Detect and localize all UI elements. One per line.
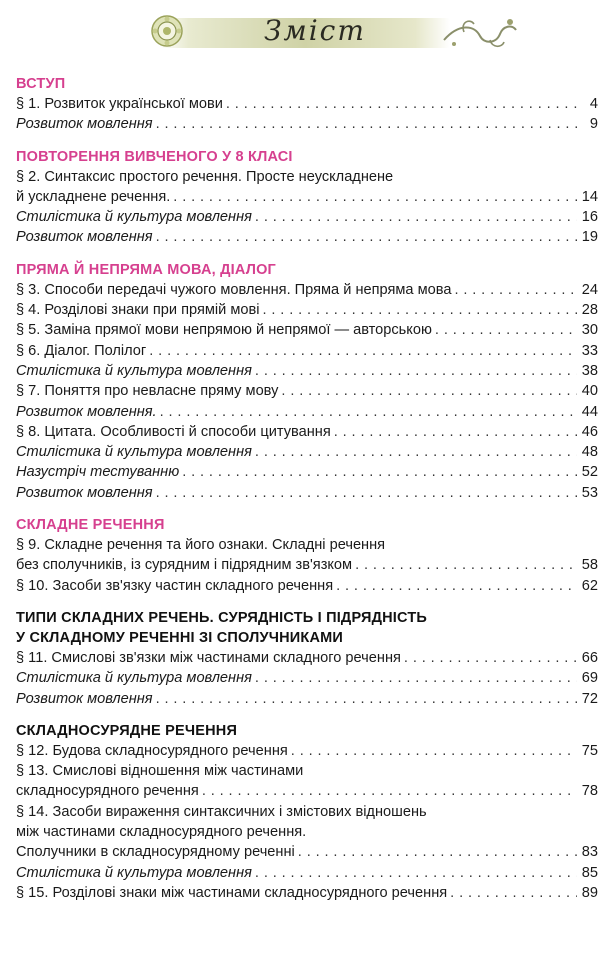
toc-section-intro xyxy=(16,74,598,135)
entry-label-line[interactable]: § 13. Смислові відношення між частинами xyxy=(16,763,304,780)
page-number: 40 xyxy=(581,383,598,400)
entry-label: складносурядного речення xyxy=(16,783,199,800)
toc-entry[interactable] xyxy=(16,280,598,300)
toc-section-review xyxy=(16,147,598,248)
toc-entry[interactable] xyxy=(16,863,598,883)
toc-entry[interactable] xyxy=(16,300,598,320)
toc-entry[interactable] xyxy=(16,842,598,862)
leader-dots xyxy=(202,781,577,801)
toc-header-banner xyxy=(150,6,480,56)
page-number: 16 xyxy=(581,209,598,226)
page-number: 75 xyxy=(581,742,598,759)
entry-label: § 11. Смислові зв'язки між частинами складного речення xyxy=(16,649,401,666)
swirl-ornament-icon xyxy=(440,14,520,52)
section-title-line-2: У СКЛАДНОМУ РЕЧЕННІ ЗІ СПОЛУЧНИКАМИ xyxy=(16,629,344,646)
entry-label: Стилістика й культура мовлення xyxy=(16,362,252,379)
page-title: Зміст xyxy=(264,14,366,47)
entry-label: без сполучників, із сурядним і підрядним зв'язком xyxy=(16,557,353,574)
toc-entry[interactable] xyxy=(16,94,598,114)
page-number: 78 xyxy=(581,783,598,800)
leader-dots xyxy=(160,402,577,422)
page-number: 30 xyxy=(581,322,598,339)
leader-dots xyxy=(156,689,577,709)
leader-dots xyxy=(156,483,577,503)
entry-label: Стилістика й культура мовлення xyxy=(16,864,252,881)
page-number: 58 xyxy=(581,557,598,574)
toc-entry[interactable] xyxy=(16,483,598,503)
section-title: ПРЯМА Й НЕПРЯМА МОВА, ДІАЛОГ xyxy=(16,261,276,278)
entry-label: § 3. Способи передачі чужого мовлення. Пряма й непряма мова xyxy=(16,281,452,298)
leader-dots xyxy=(226,94,577,114)
entry-label: Розвиток мовлення. xyxy=(16,403,157,420)
page-number: 38 xyxy=(581,362,598,379)
toc-entry[interactable] xyxy=(16,381,598,401)
entry-label: § 15. Розділові знаки між частинами складносурядного речення xyxy=(16,884,448,901)
entry-label: Розвиток мовлення xyxy=(16,116,153,133)
toc-section-complex-sentence xyxy=(16,515,598,596)
entry-label: Розвиток мовлення xyxy=(16,690,153,707)
page-number: 89 xyxy=(581,884,598,901)
toc-entry[interactable] xyxy=(16,114,598,134)
toc-entry[interactable] xyxy=(16,741,598,761)
leader-dots xyxy=(454,280,577,300)
page-number: 48 xyxy=(581,444,598,461)
page-number: 62 xyxy=(581,577,598,594)
page-number: 28 xyxy=(581,302,598,319)
section-title: СКЛАДНЕ РЕЧЕННЯ xyxy=(16,517,165,534)
entry-label: § 5. Заміна прямої мови непрямою й непрямої — авторською xyxy=(16,322,432,339)
leader-dots xyxy=(435,320,577,340)
leader-dots xyxy=(298,842,577,862)
leader-dots xyxy=(173,187,577,207)
section-title: ПОВТОРЕННЯ ВИВЧЕНОГО У 8 КЛАСІ xyxy=(16,148,293,165)
toc-entry[interactable] xyxy=(16,689,598,709)
toc-entry[interactable] xyxy=(16,361,598,381)
entry-label: § 8. Цитата. Особливості й способи цитування xyxy=(16,423,331,440)
leader-dots xyxy=(262,300,577,320)
page-number: 44 xyxy=(581,403,598,420)
toc-section-compound-sentence xyxy=(16,721,598,903)
leader-dots xyxy=(156,227,577,247)
leader-dots xyxy=(334,422,577,442)
leader-dots xyxy=(156,114,577,134)
toc-entry[interactable] xyxy=(16,648,598,668)
page-number: 24 xyxy=(581,281,598,298)
leader-dots xyxy=(255,863,577,883)
leader-dots xyxy=(182,462,577,482)
entry-label-line[interactable]: між частинами складносурядного речення. xyxy=(16,824,307,841)
page-number: 46 xyxy=(581,423,598,440)
toc-entry[interactable] xyxy=(16,341,598,361)
page-number: 53 xyxy=(581,484,598,501)
page-number: 85 xyxy=(581,864,598,881)
entry-label: § 10. Засоби зв'язку частин складного речення xyxy=(16,577,334,594)
leader-dots xyxy=(255,442,577,462)
toc-entry[interactable] xyxy=(16,227,598,247)
entry-label: Назустріч тестуванню xyxy=(16,464,180,481)
toc-entry[interactable] xyxy=(16,187,598,207)
leader-dots xyxy=(255,361,577,381)
leader-dots xyxy=(149,341,577,361)
toc-entry[interactable] xyxy=(16,462,598,482)
entry-label: § 12. Будова складносурядного речення xyxy=(16,742,288,759)
page-number: 66 xyxy=(581,649,598,666)
leader-dots xyxy=(336,576,577,596)
toc-entry[interactable] xyxy=(16,668,598,688)
table-of-contents xyxy=(16,74,598,911)
entry-label: § 1. Розвиток української мови xyxy=(16,96,223,112)
leader-dots xyxy=(355,555,577,575)
leader-dots xyxy=(255,668,577,688)
toc-section-direct-speech xyxy=(16,260,598,503)
page-number: 52 xyxy=(581,464,598,481)
page-number: 33 xyxy=(581,342,598,359)
toc-entry[interactable] xyxy=(16,555,598,575)
section-title-line-1: ТИПИ СКЛАДНИХ РЕЧЕНЬ. СУРЯДНІСТЬ І ПІДРЯДНІСТЬ xyxy=(16,609,428,626)
leader-dots xyxy=(291,741,577,761)
section-title: ВСТУП xyxy=(16,76,66,92)
toc-entry[interactable] xyxy=(16,442,598,462)
page-number: 19 xyxy=(581,229,598,246)
page-number: 83 xyxy=(581,844,598,861)
entry-label: Стилістика й культура мовлення xyxy=(16,670,252,687)
entry-label: § 4. Розділові знаки при прямій мові xyxy=(16,302,260,319)
page-number: 72 xyxy=(581,690,598,707)
entry-label: Стилістика й культура мовлення xyxy=(16,444,252,461)
section-title: СКЛАДНОСУРЯДНЕ РЕЧЕННЯ xyxy=(16,722,238,739)
entry-label: й ускладнене речення. xyxy=(16,188,171,205)
entry-label-line[interactable]: § 14. Засоби вираження синтаксичних і змістових відношень xyxy=(16,803,427,820)
toc-entry[interactable] xyxy=(16,781,598,801)
leader-dots xyxy=(450,883,577,903)
toc-entry[interactable] xyxy=(16,422,598,442)
toc-entry[interactable] xyxy=(16,207,598,227)
entry-label-line[interactable]: § 9. Складне речення та його ознаки. Складні речення xyxy=(16,537,386,554)
toc-entry[interactable] xyxy=(16,402,598,422)
page-number: 69 xyxy=(581,670,598,687)
page-number: 14 xyxy=(581,188,598,205)
toc-entry[interactable] xyxy=(16,320,598,340)
entry-label: Розвиток мовлення xyxy=(16,484,153,501)
page-number: 9 xyxy=(589,116,598,133)
entry-label: Сполучники в складносурядному реченні xyxy=(16,844,295,861)
leader-dots xyxy=(404,648,577,668)
toc-entry[interactable] xyxy=(16,883,598,903)
page-number: 4 xyxy=(589,96,598,112)
entry-label: Розвиток мовлення xyxy=(16,229,153,246)
entry-label: § 6. Діалог. Полілог xyxy=(16,342,147,359)
entry-label-line[interactable]: § 2. Синтаксис простого речення. Просте неускладнене xyxy=(16,168,394,185)
entry-label: Стилістика й культура мовлення xyxy=(16,209,252,226)
toc-entry[interactable] xyxy=(16,576,598,596)
leader-dots xyxy=(281,381,577,401)
leader-dots xyxy=(255,207,577,227)
toc-section-types-complex xyxy=(16,608,598,709)
entry-label: § 7. Поняття про невласне пряму мову xyxy=(16,383,279,400)
